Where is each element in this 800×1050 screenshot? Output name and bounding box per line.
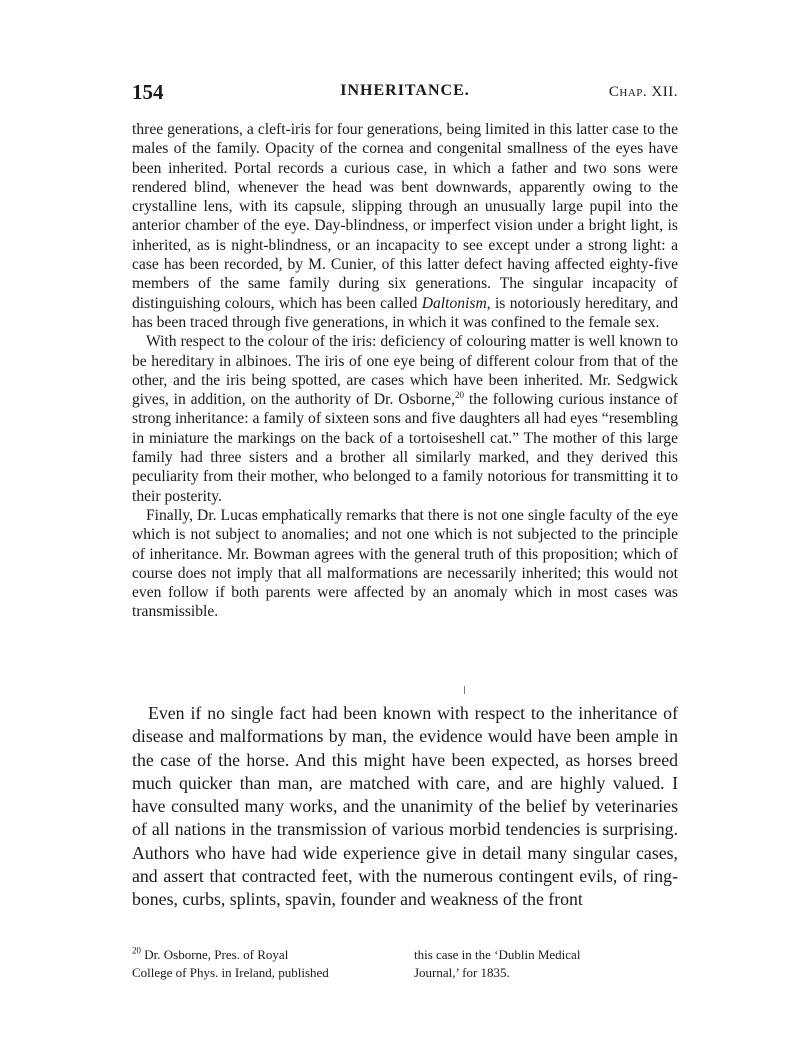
paragraph-lucas: Finally, Dr. Lucas emphatically remarks that there is not one single faculty of the eye which is not subject to anomalies; and not one which is not subjected to the principle of inheritance. Mr. Bowman agrees with the general truth of this proposition; which of course does not imply that all malformations are necessarily inherited; this would not even follow if both parents were affected by an anomaly which in most cases was transmissible. [132, 506, 678, 621]
paragraph-iris-colour [132, 332, 678, 506]
footnote-right-line2: Journal,’ for 1835. [414, 965, 510, 980]
footnote-right-line1: this case in the ‘Dublin Medical [414, 947, 581, 962]
paragraph-eye-defects-end: is notoriously hereditary, and has been traced through five generations, in which it was confined to the female sex. [132, 294, 679, 331]
footnote-left-line2: College of Phys. in Ireland, published [132, 965, 329, 980]
footnote-right-column [414, 946, 678, 982]
footnote-left-column [132, 946, 394, 982]
page-number: 154 [132, 80, 164, 104]
paragraph-eye-defects [132, 120, 678, 332]
paragraph-eye-defects-text: three generations, a cleft-iris for four generations, being limited in this latter case to the males of the family. Opacity of the cornea and congenital smallness of the eyes have been inherited. Portal records a curious case, in which a father and two sons were rendered blind, whenever the head was bent downwards, apparently owing to the crystalline lens, with its capsule, slipping through an unusually large pupil into the anterior chamber of the eye. Day-blindness, or imperfect vision under a bright light, is inherited, as is night-blindness, or an incapacity to see except under a strong light: a case has been recorded, by M. Cunier, of this latter defect having affected eighty-five members of the same family during six generations. The singular incapacity of distinguishing colours, which has been called [132, 121, 678, 312]
footnote-left-line1: Dr. Osborne, Pres. of Royal [144, 947, 289, 962]
footnote-block [132, 946, 678, 986]
paragraph-iris-colour-text: With respect to the colour of the iris: deficiency of colouring matter is well known to be hereditary in albinoes. The iris of one eye being of different colour from that of the other, and the iris being spotted, are cases which have been inherited. Mr. Sedgwick gives, in addition, on the authority of Dr. Osborne, [132, 333, 678, 409]
main-text-large [132, 702, 678, 912]
daltonism-term: Daltonism, [421, 294, 491, 312]
footnote-reference: 20 [455, 389, 464, 400]
chapter-label: Chap. XII. [608, 84, 678, 100]
page-header [132, 80, 678, 108]
paragraph-iris-colour-end: the following curious instance of strong inheritance: a family of sixteen sons and five daughters all had eyes “resembling in miniature the markings on the back of a tortoiseshell cat.” The mother of this large family had three sisters and a brother all similarly marked, and they derived this peculiarity from their mother, who belonged to a family notorious for transmitting it to their posterity. [132, 391, 678, 505]
main-text-small [132, 120, 678, 622]
paragraph-horse: Even if no single fact had been known with respect to the inheritance of disease and malformations by man, the evidence would have been ample in the case of the horse. And this might have been expected, as horses breed much quicker than man, are matched with care, and are highly valued. I have consulted many works, and the unanimity of the belief by veterinaries of all nations in the transmission of various morbid tendencies is surprising. Authors who have had wide experience give in detail many singular cases, and assert that contracted feet, with the numerous contingent evils, of ring-bones, curbs, splints, spavin, founder and weakness of the front [132, 703, 678, 910]
footnote-number: 20 [132, 945, 141, 956]
section-divider [464, 686, 469, 694]
running-title: INHERITANCE. [340, 82, 470, 99]
